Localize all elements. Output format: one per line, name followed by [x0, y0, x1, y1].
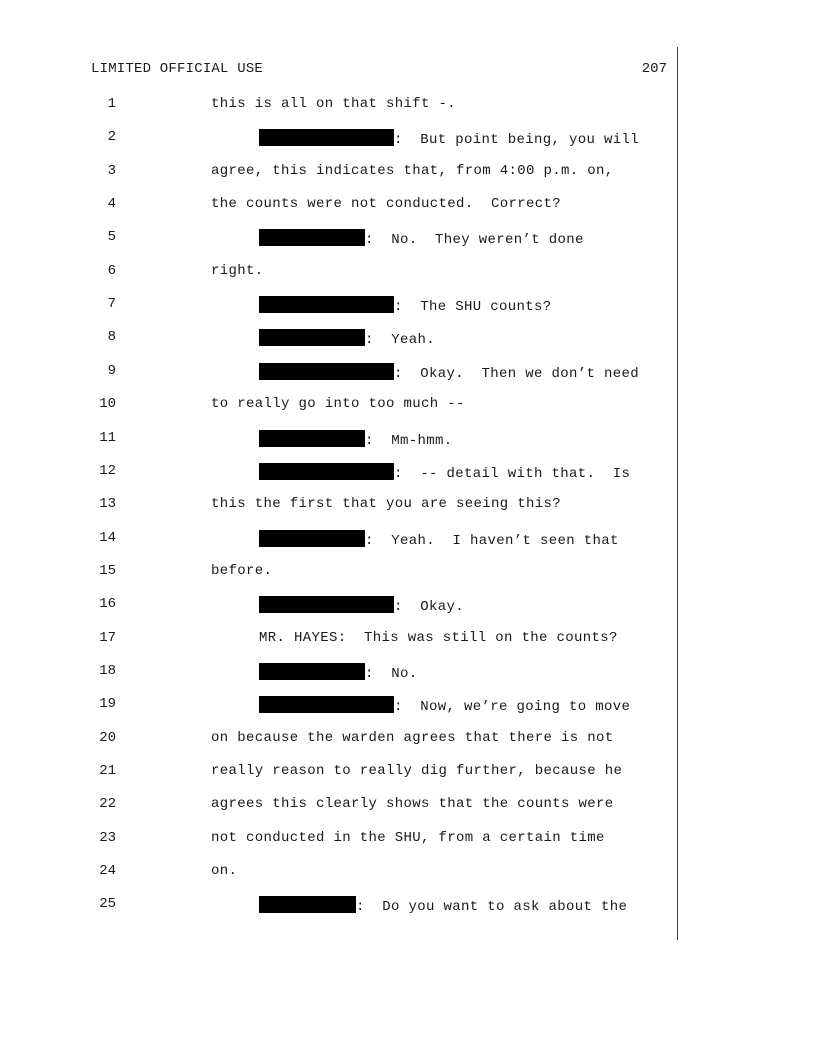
- transcript-line: [0, 126, 816, 148]
- line-number: 14: [99, 529, 116, 546]
- transcript-line: [0, 560, 816, 582]
- transcript-line: [0, 326, 816, 348]
- line-content: : Yeah.: [365, 332, 436, 349]
- line-content: : Yeah. I haven’t seen that: [365, 532, 619, 549]
- transcript-line: [0, 393, 816, 415]
- transcript-line: [0, 260, 816, 282]
- line-text: [211, 396, 465, 412]
- line-number: 19: [99, 696, 116, 713]
- line-text: [211, 796, 614, 812]
- transcript-line: [0, 727, 816, 749]
- redaction-box: [259, 229, 365, 246]
- transcript-line: [0, 627, 816, 649]
- line-content: right.: [211, 262, 264, 279]
- line-content: agree, this indicates that, from 4:00 p.m. on,: [211, 162, 614, 179]
- line-text: [211, 763, 622, 779]
- line-content: : No.: [365, 665, 418, 682]
- line-content: on.: [211, 863, 238, 880]
- line-number: 12: [99, 462, 116, 479]
- transcript-line: [0, 460, 816, 482]
- line-text: [259, 463, 630, 482]
- line-text: [259, 363, 639, 382]
- redaction-box: [259, 663, 365, 680]
- line-number: 22: [99, 796, 116, 813]
- line-text: [259, 630, 618, 646]
- transcript-line: [0, 893, 816, 915]
- transcript-line: [0, 693, 816, 715]
- transcript-line: [0, 760, 816, 782]
- transcript-line: [0, 427, 816, 449]
- redaction-box: [259, 463, 394, 480]
- transcript-line: [0, 293, 816, 315]
- line-number: 7: [107, 296, 116, 313]
- line-number: 9: [107, 362, 116, 379]
- line-content: : Do you want to ask about the: [356, 899, 628, 916]
- line-text: [211, 563, 272, 579]
- line-content: : Mm-hmm.: [365, 432, 453, 449]
- line-number: 16: [99, 596, 116, 613]
- line-number: 25: [99, 896, 116, 913]
- redaction-box: [259, 363, 394, 380]
- line-number: 17: [99, 629, 116, 646]
- line-text: [259, 329, 435, 348]
- line-text: [211, 163, 614, 179]
- line-content: on because the warden agrees that there is not: [211, 729, 614, 746]
- transcript-line: [0, 660, 816, 682]
- transcript-line: [0, 226, 816, 248]
- line-content: MR. HAYES: This was still on the counts?: [259, 629, 618, 646]
- line-content: : -- detail with that. Is: [394, 465, 631, 482]
- transcript-line: [0, 160, 816, 182]
- line-text: [211, 263, 264, 279]
- line-number: 15: [99, 562, 116, 579]
- line-text: [211, 96, 456, 112]
- line-content: : Okay.: [394, 599, 465, 616]
- transcript-line: [0, 93, 816, 115]
- line-number: 5: [107, 229, 116, 246]
- redaction-box: [259, 896, 356, 913]
- line-number: 3: [107, 162, 116, 179]
- redaction-box: [259, 530, 365, 547]
- line-text: [259, 696, 630, 715]
- redaction-box: [259, 329, 365, 346]
- line-content: : Now, we’re going to move: [394, 699, 631, 716]
- redaction-box: [259, 596, 394, 613]
- line-text: [259, 129, 639, 148]
- line-text: [211, 496, 561, 512]
- transcript-line: [0, 793, 816, 815]
- line-content: really reason to really dig further, because he: [211, 763, 623, 779]
- line-text: [211, 730, 614, 746]
- redaction-box: [259, 296, 394, 313]
- line-content: before.: [211, 562, 273, 579]
- line-number: 8: [107, 329, 116, 346]
- line-content: : The SHU counts?: [394, 299, 552, 316]
- line-text: [211, 863, 237, 879]
- line-number: 11: [99, 429, 116, 446]
- line-text: [211, 830, 605, 846]
- line-text: [259, 530, 619, 549]
- transcript-line: [0, 527, 816, 549]
- line-content: : No. They weren’t done: [365, 232, 584, 249]
- line-number: 4: [107, 196, 116, 213]
- transcript-line: [0, 860, 816, 882]
- line-text: [211, 196, 561, 212]
- line-text: [259, 896, 627, 915]
- transcript-line: [0, 360, 816, 382]
- redaction-box: [259, 430, 365, 447]
- transcript-line: [0, 193, 816, 215]
- line-text: [259, 296, 552, 315]
- page-number: 207: [641, 61, 667, 77]
- line-text: [259, 229, 584, 248]
- transcript-line: [0, 593, 816, 615]
- line-content: to really go into too much --: [211, 396, 465, 413]
- line-number: 23: [99, 829, 116, 846]
- redaction-box: [259, 129, 394, 146]
- line-number: 6: [107, 262, 116, 279]
- line-number: 2: [107, 129, 116, 146]
- line-number: 24: [99, 863, 116, 880]
- line-content: : Okay. Then we don’t need: [394, 365, 640, 382]
- line-number: 13: [99, 496, 116, 513]
- line-number: 1: [107, 96, 116, 112]
- line-content: agrees this clearly shows that the counts were: [211, 796, 614, 813]
- line-content: this the first that you are seeing this?: [211, 496, 562, 513]
- line-content: the counts were not conducted. Correct?: [211, 196, 562, 213]
- security-marking: LIMITED OFFICIAL USE: [91, 61, 264, 77]
- line-number: 20: [99, 729, 116, 746]
- transcript-line: [0, 493, 816, 515]
- line-content: this is all on that shift -.: [211, 96, 457, 112]
- line-number: 21: [99, 763, 116, 779]
- line-text: [259, 596, 464, 615]
- line-content: not conducted in the SHU, from a certain time: [211, 829, 605, 846]
- line-text: [259, 430, 453, 449]
- line-number: 18: [99, 662, 116, 679]
- line-content: : But point being, you will: [394, 132, 640, 149]
- line-number: 10: [99, 396, 116, 413]
- line-text: [259, 663, 418, 682]
- transcript-line: [0, 827, 816, 849]
- redaction-box: [259, 696, 394, 713]
